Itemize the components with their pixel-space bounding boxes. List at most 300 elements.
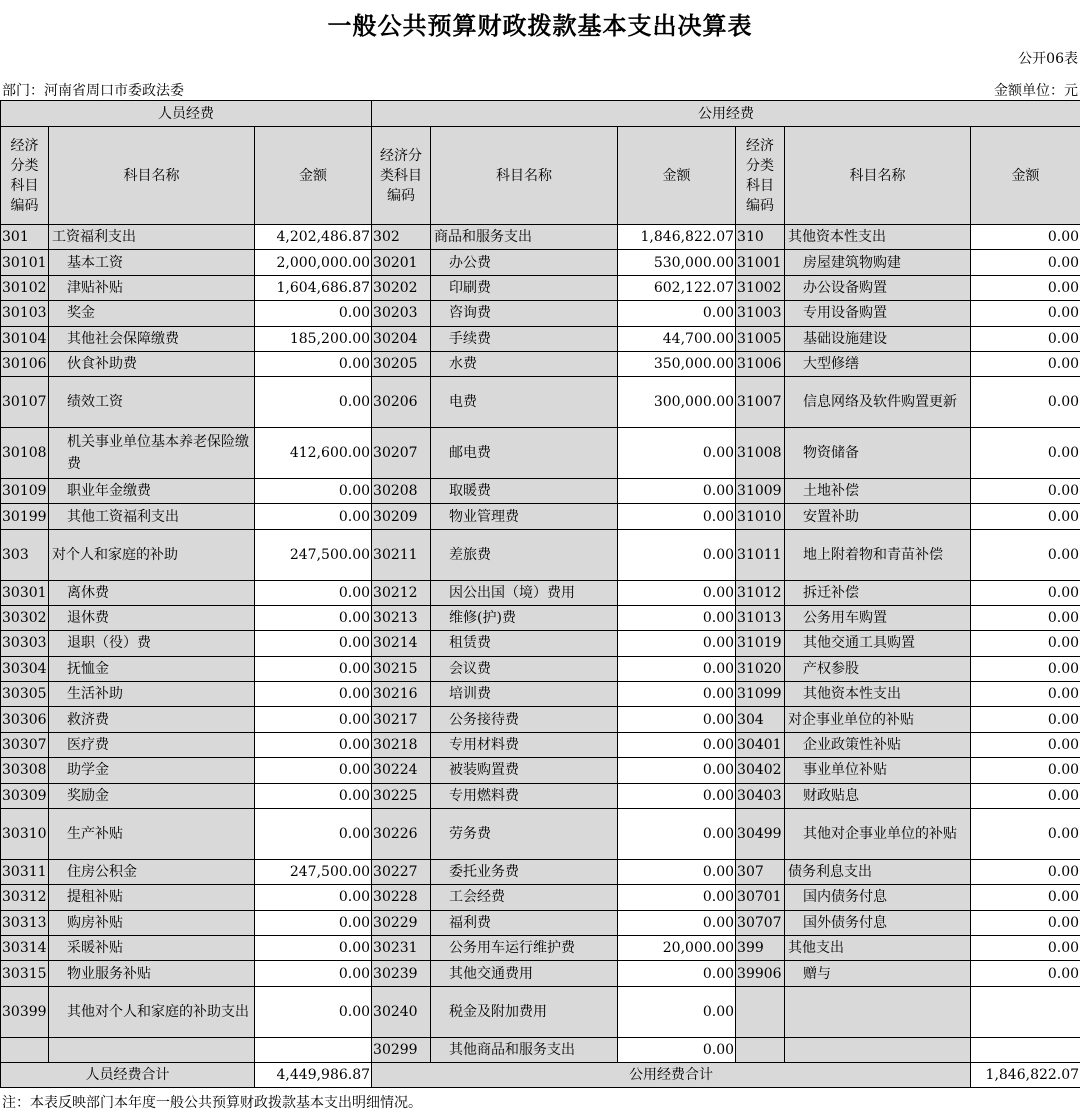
item-code: 30212 [372, 580, 431, 605]
item-name: 物业管理费 [431, 504, 618, 529]
personnel-expense-header: 人员经费 [1, 101, 372, 127]
item-amount: 0.00 [971, 656, 1080, 681]
item-amount: 0.00 [971, 605, 1080, 630]
item-name: 离休费 [49, 580, 255, 605]
item-name: 邮电费 [431, 428, 618, 479]
item-name: 国外债务付息 [785, 910, 971, 935]
item-code: 30217 [372, 707, 431, 732]
table-row [1, 732, 1080, 757]
item-code: 30315 [1, 961, 49, 986]
item-code: 31003 [736, 301, 785, 326]
item-code: 30707 [736, 910, 785, 935]
item-amount: 185,200.00 [255, 326, 372, 351]
item-code: 30304 [1, 656, 49, 681]
item-code: 307 [736, 859, 785, 884]
item-amount: 0.00 [255, 504, 372, 529]
item-code: 30213 [372, 605, 431, 630]
item-code: 30208 [372, 478, 431, 503]
item-amount: 412,600.00 [255, 428, 372, 479]
item-code: 30103 [1, 301, 49, 326]
item-code: 30301 [1, 580, 49, 605]
table-row [1, 910, 1080, 935]
table-row [1, 885, 1080, 910]
item-amount: 0.00 [618, 529, 736, 580]
item-code: 31002 [736, 275, 785, 300]
item-code: 30199 [1, 504, 49, 529]
item-code: 31012 [736, 580, 785, 605]
item-amount: 0.00 [618, 758, 736, 783]
item-name: 公务用车运行维护费 [431, 936, 618, 961]
table-row [1, 250, 1080, 275]
table-row [1, 783, 1080, 808]
item-name: 对企事业单位的补贴 [785, 707, 971, 732]
item-name: 商品和服务支出 [431, 225, 618, 250]
item-amount [971, 1037, 1080, 1062]
item-name: 公务用车购置 [785, 605, 971, 630]
item-name: 维修(护)费 [431, 605, 618, 630]
item-name: 购房补贴 [49, 910, 255, 935]
item-amount: 1,604,686.87 [255, 275, 372, 300]
item-amount: 0.00 [971, 275, 1080, 300]
code-column-header: 经济分 类科目 编码 [372, 127, 431, 225]
item-name [785, 986, 971, 1037]
item-code: 30313 [1, 910, 49, 935]
item-name: 专用材料费 [431, 732, 618, 757]
item-name: 住房公积金 [49, 859, 255, 884]
table-row [1, 859, 1080, 884]
item-code [736, 986, 785, 1037]
item-name: 公务接待费 [431, 707, 618, 732]
item-amount: 0.00 [255, 301, 372, 326]
item-code: 30101 [1, 250, 49, 275]
item-amount: 0.00 [255, 351, 372, 376]
item-name: 绩效工资 [49, 377, 255, 428]
item-name: 奖励金 [49, 783, 255, 808]
table-row [1, 631, 1080, 656]
item-code: 30303 [1, 631, 49, 656]
item-amount: 0.00 [255, 936, 372, 961]
item-name: 伙食补助费 [49, 351, 255, 376]
expenditure-table [0, 100, 1080, 1088]
item-code: 303 [1, 529, 49, 580]
item-code: 30211 [372, 529, 431, 580]
item-name: 其他资本性支出 [785, 225, 971, 250]
item-name: 物资储备 [785, 428, 971, 479]
item-amount: 0.00 [618, 910, 736, 935]
item-amount: 0.00 [971, 910, 1080, 935]
item-code: 30399 [1, 986, 49, 1037]
table-row [1, 986, 1080, 1037]
item-name: 办公设备购置 [785, 275, 971, 300]
item-amount: 0.00 [971, 732, 1080, 757]
item-name: 培训费 [431, 682, 618, 707]
item-amount: 0.00 [618, 1037, 736, 1062]
item-code: 30201 [372, 250, 431, 275]
item-amount: 0.00 [971, 351, 1080, 376]
item-name: 其他对个人和家庭的补助支出 [49, 986, 255, 1037]
name-column-header: 科目名称 [785, 127, 971, 225]
item-code: 30701 [736, 885, 785, 910]
item-amount: 0.00 [618, 859, 736, 884]
item-code: 30403 [736, 783, 785, 808]
item-code: 30302 [1, 605, 49, 630]
item-code: 31011 [736, 529, 785, 580]
item-name: 职业年金缴费 [49, 478, 255, 503]
item-code: 30312 [1, 885, 49, 910]
item-code: 30402 [736, 758, 785, 783]
item-name: 办公费 [431, 250, 618, 275]
item-amount: 44,700.00 [618, 326, 736, 351]
amount-column-header: 金额 [971, 127, 1080, 225]
item-code: 30231 [372, 936, 431, 961]
item-name: 抚恤金 [49, 656, 255, 681]
item-name: 地上附着物和青苗补偿 [785, 529, 971, 580]
item-code: 31009 [736, 478, 785, 503]
item-amount: 0.00 [971, 504, 1080, 529]
item-name: 其他对企事业单位的补贴 [785, 809, 971, 860]
item-amount: 0.00 [255, 580, 372, 605]
public-total-label: 公用经费合计 [372, 1062, 971, 1087]
item-code: 30202 [372, 275, 431, 300]
item-code: 30225 [372, 783, 431, 808]
item-amount: 0.00 [618, 682, 736, 707]
table-row [1, 529, 1080, 580]
item-amount: 0.00 [971, 478, 1080, 503]
item-name: 物业服务补贴 [49, 961, 255, 986]
item-name: 手续费 [431, 326, 618, 351]
item-name: 救济费 [49, 707, 255, 732]
item-amount: 0.00 [618, 605, 736, 630]
item-code: 30239 [372, 961, 431, 986]
form-number: 公开06表 [1018, 51, 1078, 67]
table-row [1, 605, 1080, 630]
footnote: 注：本表反映部门本年度一般公共预算财政拨款基本支出明细情况。 [2, 1095, 422, 1111]
item-amount: 0.00 [255, 986, 372, 1037]
item-amount: 0.00 [971, 783, 1080, 808]
item-name: 税金及附加费用 [431, 986, 618, 1037]
table-row [1, 1037, 1080, 1062]
item-amount: 0.00 [618, 783, 736, 808]
item-amount: 0.00 [618, 301, 736, 326]
item-code: 302 [372, 225, 431, 250]
item-code: 30207 [372, 428, 431, 479]
item-code: 30310 [1, 809, 49, 860]
item-name: 工会经费 [431, 885, 618, 910]
item-amount: 0.00 [971, 428, 1080, 479]
item-amount: 0.00 [618, 656, 736, 681]
item-name: 其他资本性支出 [785, 682, 971, 707]
table-row [1, 351, 1080, 376]
item-code: 30205 [372, 351, 431, 376]
amount-column-header: 金额 [618, 127, 736, 225]
item-code: 304 [736, 707, 785, 732]
item-name: 其他支出 [785, 936, 971, 961]
item-amount: 2,000,000.00 [255, 250, 372, 275]
item-code: 30216 [372, 682, 431, 707]
table-row [1, 682, 1080, 707]
item-amount: 0.00 [971, 758, 1080, 783]
table-row [1, 809, 1080, 860]
item-name: 拆迁补偿 [785, 580, 971, 605]
item-code: 30206 [372, 377, 431, 428]
item-amount: 0.00 [618, 885, 736, 910]
department-label: 部门：河南省周口市委政法委 [2, 83, 184, 99]
item-name: 财政贴息 [785, 783, 971, 808]
item-code: 31099 [736, 682, 785, 707]
item-amount: 20,000.00 [618, 936, 736, 961]
item-amount: 0.00 [255, 631, 372, 656]
item-name: 租赁费 [431, 631, 618, 656]
item-name [785, 1037, 971, 1062]
item-name: 基本工资 [49, 250, 255, 275]
table-row [1, 377, 1080, 428]
item-amount: 0.00 [255, 707, 372, 732]
table-row [1, 707, 1080, 732]
item-name: 提租补贴 [49, 885, 255, 910]
item-code: 399 [736, 936, 785, 961]
item-amount: 0.00 [255, 809, 372, 860]
table-row [1, 580, 1080, 605]
item-name: 赠与 [785, 961, 971, 986]
item-code: 30203 [372, 301, 431, 326]
item-code: 30308 [1, 758, 49, 783]
item-amount: 0.00 [971, 885, 1080, 910]
item-amount: 0.00 [618, 732, 736, 757]
item-code: 30109 [1, 478, 49, 503]
item-amount: 1,846,822.07 [618, 225, 736, 250]
item-name [49, 1037, 255, 1062]
item-code: 310 [736, 225, 785, 250]
item-name: 采暖补贴 [49, 936, 255, 961]
item-name: 其他工资福利支出 [49, 504, 255, 529]
item-code: 31005 [736, 326, 785, 351]
item-amount: 0.00 [618, 707, 736, 732]
table-row [1, 936, 1080, 961]
item-name: 退职（役）费 [49, 631, 255, 656]
item-amount: 0.00 [618, 504, 736, 529]
item-code: 30240 [372, 986, 431, 1037]
item-amount: 0.00 [618, 631, 736, 656]
item-name: 对个人和家庭的补助 [49, 529, 255, 580]
table-row [1, 504, 1080, 529]
item-name: 土地补偿 [785, 478, 971, 503]
table-row [1, 301, 1080, 326]
item-code: 30209 [372, 504, 431, 529]
table-row [1, 428, 1080, 479]
item-name: 房屋建筑物购建 [785, 250, 971, 275]
item-amount: 0.00 [971, 377, 1080, 428]
item-amount: 0.00 [255, 885, 372, 910]
item-code: 30226 [372, 809, 431, 860]
item-code: 30311 [1, 859, 49, 884]
item-name: 国内债务付息 [785, 885, 971, 910]
item-name: 其他商品和服务支出 [431, 1037, 618, 1062]
item-name: 安置补助 [785, 504, 971, 529]
item-name: 其他交通费用 [431, 961, 618, 986]
item-code: 30401 [736, 732, 785, 757]
item-name: 取暖费 [431, 478, 618, 503]
item-name: 印刷费 [431, 275, 618, 300]
table-row [1, 478, 1080, 503]
public-expense-header: 公用经费 [372, 101, 1080, 127]
item-name: 专用设备购置 [785, 301, 971, 326]
item-amount: 0.00 [971, 707, 1080, 732]
item-amount: 0.00 [255, 478, 372, 503]
amount-column-header: 金额 [255, 127, 372, 225]
item-amount: 602,122.07 [618, 275, 736, 300]
item-name: 生活补助 [49, 682, 255, 707]
item-name: 工资福利支出 [49, 225, 255, 250]
item-amount [255, 1037, 372, 1062]
item-amount: 0.00 [618, 986, 736, 1037]
item-amount: 0.00 [255, 656, 372, 681]
item-code [1, 1037, 49, 1062]
item-code: 301 [1, 225, 49, 250]
item-amount: 0.00 [618, 428, 736, 479]
item-name: 会议费 [431, 656, 618, 681]
item-amount: 4,202,486.87 [255, 225, 372, 250]
item-code: 31010 [736, 504, 785, 529]
item-code: 30228 [372, 885, 431, 910]
item-name: 生产补贴 [49, 809, 255, 860]
item-name: 电费 [431, 377, 618, 428]
item-name: 助学金 [49, 758, 255, 783]
item-amount: 530,000.00 [618, 250, 736, 275]
item-code: 30107 [1, 377, 49, 428]
item-amount: 0.00 [971, 529, 1080, 580]
item-code: 30224 [372, 758, 431, 783]
item-amount: 0.00 [971, 961, 1080, 986]
item-name: 水费 [431, 351, 618, 376]
item-name: 医疗费 [49, 732, 255, 757]
item-name: 机关事业单位基本养老保险缴费 [49, 428, 255, 479]
item-amount: 0.00 [255, 961, 372, 986]
item-amount: 0.00 [255, 783, 372, 808]
item-name: 被装购置费 [431, 758, 618, 783]
item-code: 31020 [736, 656, 785, 681]
item-amount: 0.00 [255, 758, 372, 783]
item-name: 其他社会保障缴费 [49, 326, 255, 351]
item-amount: 247,500.00 [255, 859, 372, 884]
item-name: 咨询费 [431, 301, 618, 326]
item-code: 30305 [1, 682, 49, 707]
item-code: 31007 [736, 377, 785, 428]
item-amount: 0.00 [971, 936, 1080, 961]
item-amount: 0.00 [618, 809, 736, 860]
item-code: 30306 [1, 707, 49, 732]
item-amount: 0.00 [255, 910, 372, 935]
table-row [1, 656, 1080, 681]
item-amount: 0.00 [255, 682, 372, 707]
item-code: 39906 [736, 961, 785, 986]
code-column-header: 经济 分类 科目 编码 [736, 127, 785, 225]
name-column-header: 科目名称 [49, 127, 255, 225]
item-code: 30106 [1, 351, 49, 376]
item-amount: 0.00 [618, 580, 736, 605]
table-row [1, 758, 1080, 783]
table-row [1, 225, 1080, 250]
personnel-total-value: 4,449,986.87 [255, 1062, 372, 1087]
item-name: 企业政策性补贴 [785, 732, 971, 757]
item-amount: 0.00 [618, 961, 736, 986]
item-code: 30108 [1, 428, 49, 479]
item-amount: 0.00 [971, 225, 1080, 250]
item-code: 30104 [1, 326, 49, 351]
item-amount [971, 986, 1080, 1037]
item-amount: 0.00 [618, 478, 736, 503]
item-code: 30102 [1, 275, 49, 300]
item-name: 委托业务费 [431, 859, 618, 884]
item-amount: 0.00 [255, 732, 372, 757]
item-amount: 0.00 [255, 377, 372, 428]
item-amount: 0.00 [971, 301, 1080, 326]
item-name: 大型修缮 [785, 351, 971, 376]
item-name: 产权参股 [785, 656, 971, 681]
item-code: 30218 [372, 732, 431, 757]
item-name: 基础设施建设 [785, 326, 971, 351]
item-code: 30309 [1, 783, 49, 808]
item-code: 31019 [736, 631, 785, 656]
item-code: 30214 [372, 631, 431, 656]
item-name: 专用燃料费 [431, 783, 618, 808]
name-column-header: 科目名称 [431, 127, 618, 225]
item-code: 31008 [736, 428, 785, 479]
item-code: 30307 [1, 732, 49, 757]
item-name: 其他交通工具购置 [785, 631, 971, 656]
item-name: 信息网络及软件购置更新 [785, 377, 971, 428]
table-row [1, 326, 1080, 351]
item-name: 津贴补贴 [49, 275, 255, 300]
item-amount: 0.00 [971, 859, 1080, 884]
item-name: 劳务费 [431, 809, 618, 860]
item-name: 因公出国（境）费用 [431, 580, 618, 605]
item-code: 31006 [736, 351, 785, 376]
item-name: 差旅费 [431, 529, 618, 580]
item-name: 债务利息支出 [785, 859, 971, 884]
item-amount: 350,000.00 [618, 351, 736, 376]
item-code: 30215 [372, 656, 431, 681]
item-amount: 0.00 [255, 605, 372, 630]
amount-unit-label: 金额单位：元 [994, 83, 1078, 99]
item-code: 30314 [1, 936, 49, 961]
item-name: 事业单位补贴 [785, 758, 971, 783]
item-amount: 0.00 [971, 631, 1080, 656]
item-amount: 247,500.00 [255, 529, 372, 580]
item-amount: 0.00 [971, 809, 1080, 860]
item-code: 31013 [736, 605, 785, 630]
item-amount: 0.00 [971, 682, 1080, 707]
item-code: 30499 [736, 809, 785, 860]
item-code: 31001 [736, 250, 785, 275]
item-name: 奖金 [49, 301, 255, 326]
table-row [1, 275, 1080, 300]
page-title: 一般公共预算财政拨款基本支出决算表 [327, 11, 753, 40]
item-amount: 300,000.00 [618, 377, 736, 428]
public-total-value: 1,846,822.07 [971, 1062, 1080, 1087]
item-code: 30204 [372, 326, 431, 351]
personnel-total-label: 人员经费合计 [1, 1062, 255, 1087]
item-code [736, 1037, 785, 1062]
item-amount: 0.00 [971, 326, 1080, 351]
item-amount: 0.00 [971, 580, 1080, 605]
item-code: 30299 [372, 1037, 431, 1062]
item-amount: 0.00 [971, 250, 1080, 275]
item-code: 30229 [372, 910, 431, 935]
code-column-header: 经济 分类 科目 编码 [1, 127, 49, 225]
item-name: 福利费 [431, 910, 618, 935]
item-name: 退休费 [49, 605, 255, 630]
table-row [1, 961, 1080, 986]
